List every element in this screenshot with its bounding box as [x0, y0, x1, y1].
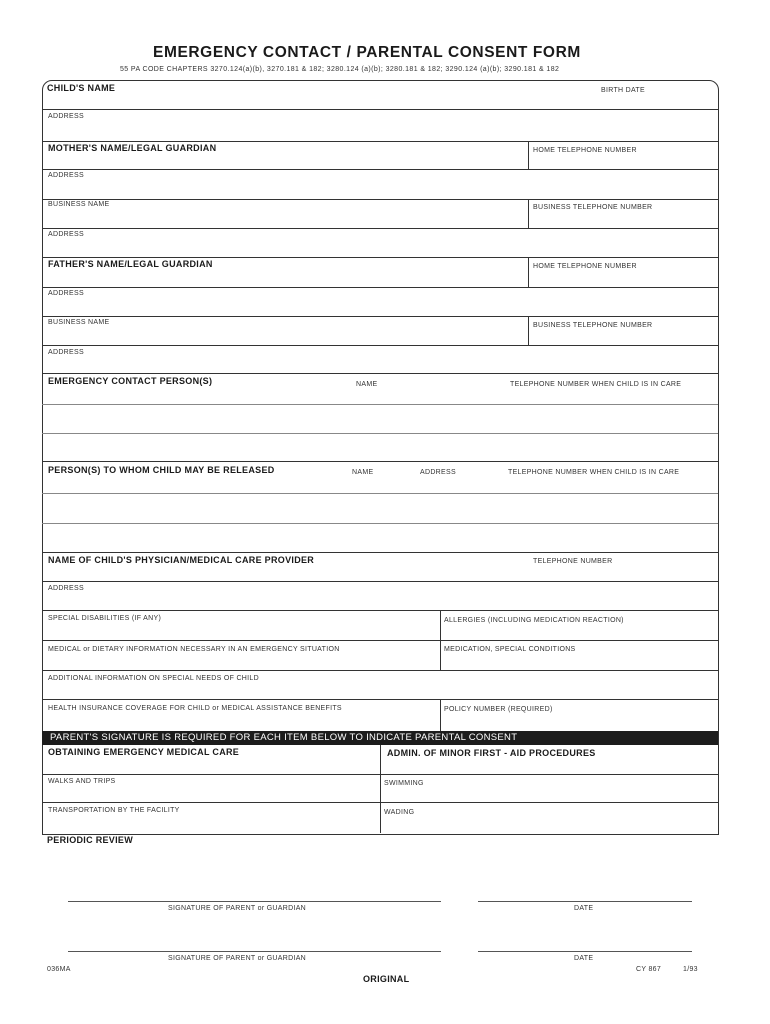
form-code-left: 036MA	[47, 966, 71, 973]
row-divider	[42, 228, 718, 229]
row-divider	[42, 109, 718, 110]
mother-business-phone-label: BUSINESS TELEPHONE NUMBER	[533, 204, 653, 211]
swimming-label: SWIMMING	[384, 780, 424, 787]
signature-label: SIGNATURE OF PARENT or GUARDIAN	[168, 905, 307, 912]
row-divider	[42, 257, 718, 258]
physician-label: NAME OF CHILD'S PHYSICIAN/MEDICAL CARE PROVIDER	[48, 555, 315, 565]
birth-date-label: BIRTH DATE	[601, 87, 645, 94]
row-divider	[42, 316, 718, 317]
transportation-label: TRANSPORTATION BY THE FACILITY	[48, 807, 180, 814]
row-divider	[42, 670, 718, 671]
childs-name-label: CHILD'S NAME	[47, 83, 116, 93]
policy-number-label: POLICY NUMBER (REQUIRED)	[444, 706, 553, 713]
column-divider	[528, 141, 529, 170]
additional-info-label: ADDITIONAL INFORMATION ON SPECIAL NEEDS OF CHILD	[48, 675, 259, 682]
signature-label: SIGNATURE OF PARENT or GUARDIAN	[168, 955, 307, 962]
signature-line	[68, 901, 441, 902]
medication-conditions-label: MEDICATION, SPECIAL CONDITIONS	[444, 646, 576, 653]
release-address-column: ADDRESS	[420, 469, 456, 476]
mother-business-name-label: BUSINESS NAME	[48, 201, 110, 208]
entry-line	[42, 433, 718, 434]
row-divider	[42, 169, 718, 170]
consent-banner	[42, 731, 718, 745]
allergies-label: ALLERGIES (INCLUDING MEDICATION REACTION)	[444, 617, 624, 624]
regulation-citation: 55 PA CODE CHAPTERS 3270.124(a)(b), 3270.181 & 182; 3280.124 (a)(b); 3280.181 & 182; 3290.124 (a)(b); 3290.181 & 182	[120, 66, 560, 73]
mother-name-label: MOTHER'S NAME/LEGAL GUARDIAN	[48, 143, 217, 153]
mother-business-address-label: ADDRESS	[48, 231, 84, 238]
father-name-label: FATHER'S NAME/LEGAL GUARDIAN	[48, 259, 213, 269]
date-line	[478, 951, 692, 952]
form-frame	[42, 80, 719, 835]
row-divider	[42, 699, 718, 700]
wading-label: WADING	[384, 809, 415, 816]
column-divider	[528, 257, 529, 287]
row-divider	[42, 141, 718, 142]
emergency-phone-column: TELEPHONE NUMBER WHEN CHILD IS IN CARE	[510, 381, 682, 388]
entry-line	[42, 404, 718, 405]
row-divider	[42, 199, 718, 200]
father-address-label: ADDRESS	[48, 290, 84, 297]
father-home-phone-label: HOME TELEPHONE NUMBER	[533, 263, 637, 270]
father-business-phone-label: BUSINESS TELEPHONE NUMBER	[533, 322, 653, 329]
mother-home-phone-label: HOME TELEPHONE NUMBER	[533, 147, 637, 154]
periodic-review-label: PERIODIC REVIEW	[47, 835, 134, 845]
health-insurance-label: HEALTH INSURANCE COVERAGE FOR CHILD or MEDICAL ASSISTANCE BENEFITS	[48, 705, 342, 712]
entry-line	[42, 523, 718, 524]
row-divider	[42, 287, 718, 288]
column-divider	[528, 316, 529, 345]
entry-line	[42, 493, 718, 494]
signature-line	[68, 951, 441, 952]
column-divider	[440, 699, 441, 731]
form-code-right: CY 867	[636, 966, 662, 973]
emergency-name-column: NAME	[356, 381, 378, 388]
first-aid-consent-label: ADMIN. OF MINOR FIRST - AID PROCEDURES	[387, 748, 596, 758]
release-name-column: NAME	[352, 469, 374, 476]
original-label: ORIGINAL	[363, 974, 410, 984]
row-divider	[42, 640, 718, 641]
form-title: EMERGENCY CONTACT / PARENTAL CONSENT FORM	[153, 44, 581, 61]
mother-address-label: ADDRESS	[48, 172, 84, 179]
release-phone-column: TELEPHONE NUMBER WHEN CHILD IS IN CARE	[508, 469, 680, 476]
release-persons-label: PERSON(S) TO WHOM CHILD MAY BE RELEASED	[48, 465, 275, 475]
row-divider	[42, 581, 718, 582]
medical-dietary-label: MEDICAL or DIETARY INFORMATION NECESSARY IN AN EMERGENCY SITUATION	[48, 646, 340, 653]
child-address-label: ADDRESS	[48, 113, 84, 120]
revision-date: 1/93	[683, 966, 698, 973]
row-divider	[42, 552, 718, 553]
row-divider	[42, 461, 718, 462]
special-disabilities-label: SPECIAL DISABILITIES (IF ANY)	[48, 615, 162, 622]
father-business-address-label: ADDRESS	[48, 349, 84, 356]
row-divider	[42, 373, 718, 374]
date-label: DATE	[574, 905, 594, 912]
consent-banner-text: PARENT'S SIGNATURE IS REQUIRED FOR EACH ITEM BELOW TO INDICATE PARENTAL CONSENT	[50, 732, 518, 743]
row-divider	[42, 610, 718, 611]
date-label: DATE	[574, 955, 594, 962]
column-divider	[380, 745, 381, 833]
column-divider	[440, 610, 441, 670]
row-divider	[42, 345, 718, 346]
emergency-care-consent-label: OBTAINING EMERGENCY MEDICAL CARE	[48, 747, 240, 757]
column-divider	[528, 199, 529, 228]
walks-trips-label: WALKS AND TRIPS	[48, 778, 116, 785]
father-business-name-label: BUSINESS NAME	[48, 319, 110, 326]
physician-address-label: ADDRESS	[48, 585, 84, 592]
date-line	[478, 901, 692, 902]
emergency-contact-label: EMERGENCY CONTACT PERSON(S)	[48, 376, 213, 386]
physician-phone-label: TELEPHONE NUMBER	[533, 558, 613, 565]
